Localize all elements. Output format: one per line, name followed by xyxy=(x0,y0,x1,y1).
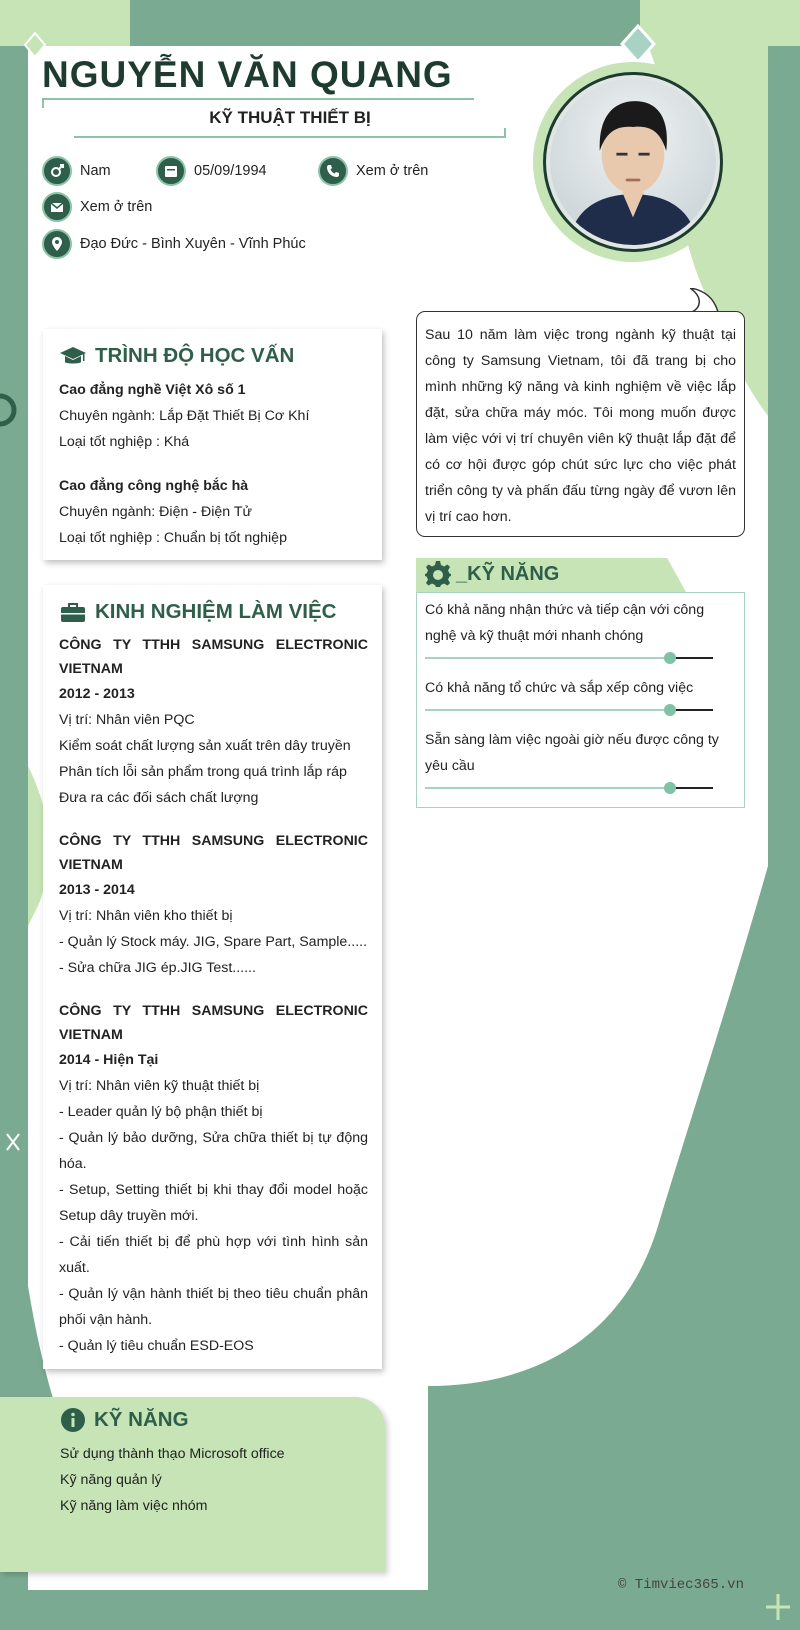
title-underline xyxy=(74,128,506,138)
ring-decor-left xyxy=(0,385,22,435)
calendar-icon xyxy=(156,156,186,186)
skill-text-1: Có khả năng nhận thức và tiếp cận với công nghệ và kỹ thuật mới nhanh chóng xyxy=(425,602,705,644)
experience-period-2: 2013 - 2014 xyxy=(59,882,135,898)
candidate-name: NGUYỄN VĂN QUANG xyxy=(42,54,453,95)
gender-value: Nam xyxy=(80,163,111,179)
graduation-cap-icon xyxy=(59,344,87,368)
experience-position-3: Vị trí: Nhân viên kỹ thuật thiết bị xyxy=(59,1078,260,1094)
skills-bottom-card xyxy=(0,1397,385,1572)
info-gender xyxy=(42,156,111,186)
avatar xyxy=(543,72,723,252)
skills-bottom-heading xyxy=(60,1407,371,1433)
experience-line-1-2: Phân tích lỗi sản phẩm trong quá trình lắp ráp xyxy=(59,764,347,780)
info-phone xyxy=(318,156,428,186)
experience-line-1-1: Kiểm soát chất lượng sản xuất trên dây truyền xyxy=(59,738,351,754)
background-top-light xyxy=(0,0,130,46)
skill-text-3: Sẵn sàng làm việc ngoài giờ nếu được công ty yêu cầu xyxy=(425,732,719,774)
background-right-light xyxy=(640,0,800,46)
experience-line-1-3: Đưa ra các đối sách chất lượng xyxy=(59,790,259,806)
gear-icon xyxy=(424,560,452,588)
skills-right-box xyxy=(416,592,745,808)
experience-line-2-1: - Quản lý Stock máy. JIG, Spare Part, Sample..... xyxy=(59,934,368,950)
skills-right-heading xyxy=(424,560,559,588)
education-heading xyxy=(59,343,368,369)
cross-decor-left xyxy=(5,1132,21,1152)
info-email xyxy=(42,192,152,222)
skill-item-1 xyxy=(425,597,736,665)
education-school-2: Cao đẳng công nghệ bắc hà xyxy=(59,478,249,494)
address-value: Đạo Đức - Bình Xuyên - Vĩnh Phúc xyxy=(80,236,306,252)
experience-line-3-3: - Setup, Setting thiết bị khi thay đổi model hoặc Setup dây truyền mới. xyxy=(59,1182,368,1224)
skills-bottom-heading-text: KỸ NĂNG xyxy=(94,1408,189,1431)
job-title: KỸ THUẬT THIẾT BỊ xyxy=(209,108,371,127)
skills-right-heading-text: _KỸ NĂNG xyxy=(456,562,560,585)
skill-bar-3 xyxy=(425,781,713,795)
info-address xyxy=(42,229,306,259)
education-major-1: Chuyên ngành: Lắp Đặt Thiết Bị Cơ Khí xyxy=(59,408,310,424)
avatar-inner xyxy=(550,79,716,245)
skills-bottom-item-3: Kỹ năng làm việc nhóm xyxy=(60,1498,208,1514)
skills-bottom-item-1: Sử dụng thành thạo Microsoft office xyxy=(60,1446,285,1462)
experience-period-3: 2014 - Hiện Tại xyxy=(59,1052,159,1068)
experience-line-3-6: - Quản lý tiêu chuẩn ESD-EOS xyxy=(59,1338,254,1354)
briefcase-icon xyxy=(59,600,87,624)
diamond-decor-right xyxy=(620,24,656,64)
info-icon xyxy=(60,1407,86,1433)
education-school-1: Cao đẳng nghề Việt Xô số 1 xyxy=(59,382,246,398)
skill-bar-2 xyxy=(425,703,713,717)
gender-icon xyxy=(42,156,72,186)
decor-shape-bottom-right xyxy=(428,866,768,1590)
portrait-icon xyxy=(550,79,716,245)
experience-card xyxy=(43,585,382,1369)
plus-decor-right xyxy=(766,1592,790,1622)
skill-text-2: Có khả năng tổ chức và sắp xếp công việc xyxy=(425,680,694,696)
phone-value: Xem ở trên xyxy=(356,163,429,179)
experience-company-1: CÔNG TY TTHH SAMSUNG ELECTRONIC VIETNAM xyxy=(59,637,368,677)
diamond-decor-left xyxy=(24,32,46,58)
experience-period-1: 2012 - 2013 xyxy=(59,686,135,702)
email-icon xyxy=(42,192,72,222)
objective-bubble: Sau 10 năm làm việc trong ngành kỹ thuật tại công ty Samsung Vietnam, tôi đã trang bị cho mình những kỹ năng và kinh nghiệm về việc lắp đặt, sửa chữa máy móc. Tôi mong muốn được làm việc với vị trí chuyên viên kỹ thuật lắp đặt để có cơ hội được góp chút sức lực cho việc phát triển công ty và phấn đấu từng ngày để vươn lên vị trí cao hơn. xyxy=(416,311,745,537)
experience-position-2: Vị trí: Nhân viên kho thiết bị xyxy=(59,908,233,924)
skill-item-2 xyxy=(425,675,736,717)
experience-position-1: Vị trí: Nhân viên PQC xyxy=(59,712,195,728)
education-grade-1: Loại tốt nghiệp : Khá xyxy=(59,434,190,450)
skill-bar-1 xyxy=(425,651,713,665)
experience-line-2-2: - Sửa chữa JIG ép.JIG Test...... xyxy=(59,960,256,976)
info-birthday xyxy=(156,156,267,186)
phone-icon xyxy=(318,156,348,186)
education-card xyxy=(43,329,382,560)
experience-line-3-5: - Quản lý vận hành thiết bị theo tiêu chuẩn phân phối vận hành. xyxy=(59,1286,368,1328)
experience-line-3-2: - Quản lý bảo dưỡng, Sửa chữa thiết bị tự động hóa. xyxy=(59,1130,368,1172)
experience-line-3-4: - Cải tiến thiết bị để phù hợp với tình hình sản xuất. xyxy=(59,1234,368,1276)
name-underline xyxy=(42,98,474,108)
email-value: Xem ở trên xyxy=(80,199,153,215)
experience-line-3-1: - Leader quản lý bộ phận thiết bị xyxy=(59,1104,263,1120)
experience-company-3: CÔNG TY TTHH SAMSUNG ELECTRONIC VIETNAM xyxy=(59,1003,368,1043)
experience-heading-text: KINH NGHIỆM LÀM VIỆC xyxy=(95,600,337,623)
education-grade-2: Loại tốt nghiệp : Chuẩn bị tốt nghiệp xyxy=(59,530,287,546)
skill-item-3 xyxy=(425,727,736,795)
birthday-value: 05/09/1994 xyxy=(194,163,267,179)
location-icon xyxy=(42,229,72,259)
experience-company-2: CÔNG TY TTHH SAMSUNG ELECTRONIC VIETNAM xyxy=(59,833,368,873)
education-major-2: Chuyên ngành: Điện - Điện Tử xyxy=(59,504,252,520)
copyright: © Timviec365.vn xyxy=(617,1577,744,1593)
experience-heading xyxy=(59,599,368,625)
education-heading-text: TRÌNH ĐỘ HỌC VẤN xyxy=(95,344,295,367)
skills-bottom-item-2: Kỹ năng quản lý xyxy=(60,1472,162,1488)
